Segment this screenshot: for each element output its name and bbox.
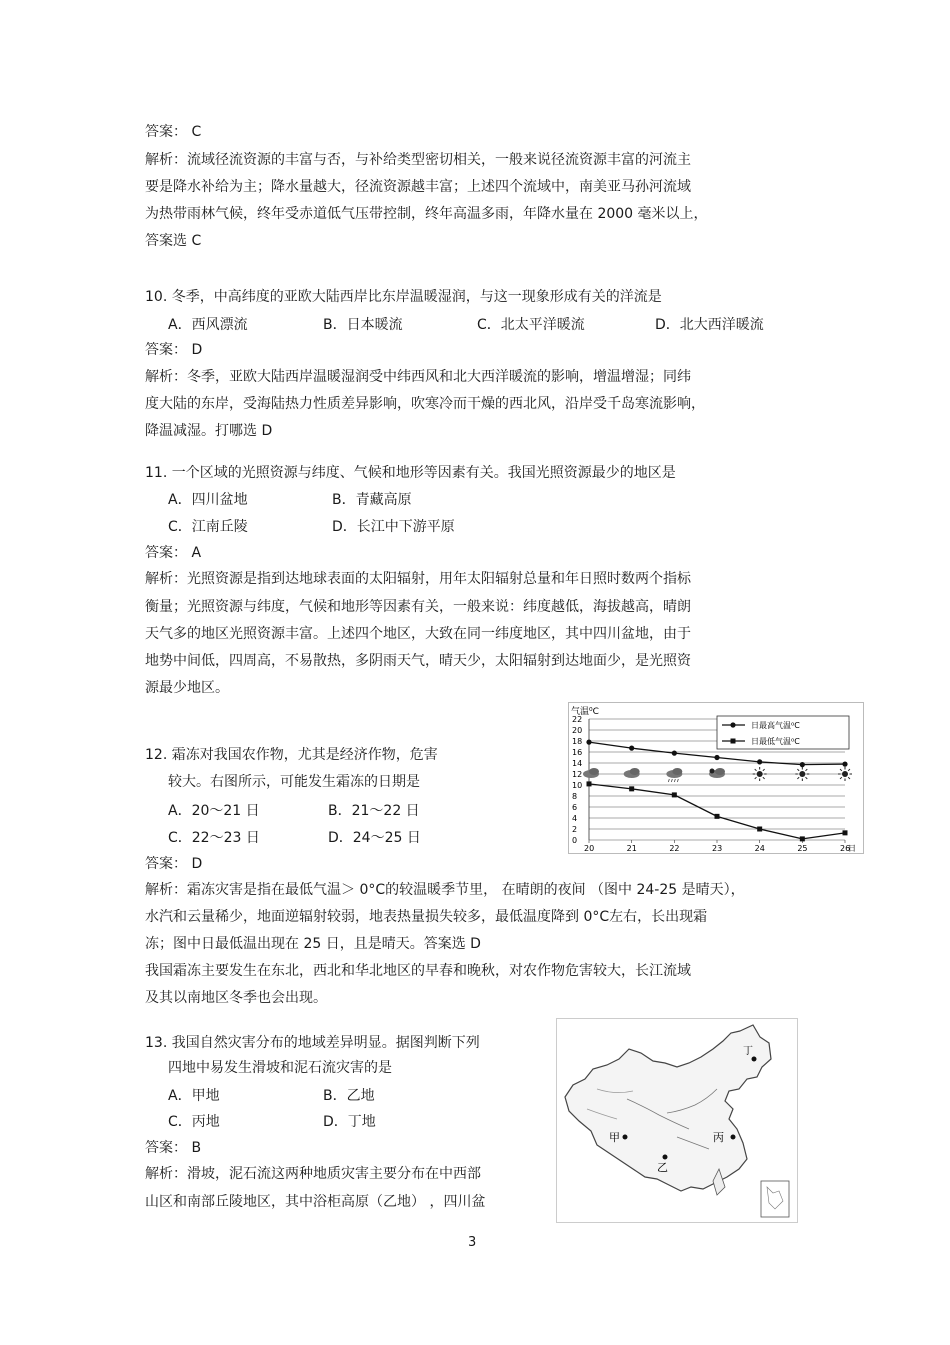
q9-analysis-line: 解析：流域径流资源的丰富与否，与补给类型密切相关，一般来说径流资源丰富的河流主 [145,152,691,168]
q9-analysis-line: 答案选 C [145,233,202,249]
q12-option-b: B．21～22 日 [328,803,420,819]
q13-analysis-line: 解析：滑坡，泥石流这两种地质灾害主要分布在中西部 [145,1166,481,1182]
cloudy-icon [624,768,640,778]
rain-icon [666,768,682,782]
x-tick-label: 24 [754,844,765,853]
q10-answer: 答案： D [145,342,203,358]
q10-stem: 10. 冬季，中高纬度的亚欧大陆西岸比东岸温暖湿润，与这一现象形成有关的洋流是 [145,289,662,305]
series-low-point [757,827,762,832]
map-label-yi: 乙 [657,1161,668,1174]
sunny-icon [838,767,852,781]
q10-option-c: C．北太平洋暖流 [477,317,585,333]
location-ding-dot [752,1057,757,1062]
q10-option-b: B．日本暖流 [323,317,403,333]
map-label-ding: 丁 [743,1046,753,1057]
x-tick-label: 23 [712,844,723,853]
x-tick-label: 20 [584,844,595,853]
y-tick-label: 12 [572,770,583,779]
series-high-point [586,740,591,745]
location-jia-dot [623,1135,628,1140]
q12-option-c: C．22～23 日 [168,830,260,846]
y-tick-label: 14 [572,759,583,768]
q11-option-b: B．青藏高原 [332,492,412,508]
temperature-chart [568,702,864,854]
q9-analysis-line: 要是降水补给为主；降水量越大，径流资源越丰富；上述四个流域中，南美亚马孙河流域 [145,179,691,195]
chart-y-ticks [572,715,582,845]
cloudy-icon [583,768,599,778]
china-map [556,1018,798,1223]
map-label-bing: 丙 [713,1131,724,1144]
q11-analysis-line: 地势中间低，四周高，不易散热，多阴雨天气，晴天少，太阳辐射到达地面少，是光照资 [145,653,691,669]
y-tick-label: 0 [572,836,578,845]
y-tick-label: 6 [572,803,578,812]
legend-low-marker [731,739,736,744]
q10-option-a: A．西风漂流 [168,317,248,333]
y-tick-label: 16 [572,748,583,757]
y-tick-label: 4 [572,814,578,823]
q12-stem: 较大。右图所示，可能发生霜冻的日期是 [168,774,420,790]
chart-ylabel: 气温⁰C [571,707,599,717]
legend-high-marker [730,722,735,727]
y-tick-label: 8 [572,792,578,801]
sunny-icon [753,767,767,781]
q13-stem: 13. 我国自然灾害分布的地域差异明显。据图判断下列 [145,1035,480,1051]
q11-analysis-line: 源最少地区。 [145,680,229,696]
q12-answer: 答案： D [145,856,203,872]
china-map-svg [557,1019,797,1222]
series-low-point [672,792,677,797]
series-high-point [672,751,677,756]
q9-analysis-line: 为热带雨林气候，终年受赤道低气压带控制，终年高温多雨，年降水量在 2000 毫米以上， [145,206,708,222]
series-high-point [757,759,762,764]
series-high-point [629,746,634,751]
chart-weather-icons [583,767,852,782]
q12-option-a: A．20～21 日 [168,803,260,819]
legend-low-label: 日最低气温⁰C [751,737,800,746]
cloudy-sun-icon [709,768,725,778]
location-bing-dot [731,1135,736,1140]
q12-analysis-line: 及其以南地区冬季也会出现。 [145,990,327,1006]
map-label-jia: 甲 [609,1131,620,1144]
sunny-icon [795,767,809,781]
x-tick-label: 22 [669,844,680,853]
q11-option-c: C．江南丘陵 [168,519,248,535]
series-high-point [800,762,805,767]
q12-analysis-line: 解析：霜冻灾害是指在最低气温＞ 0°C的较温暖季节里， 在晴朗的夜间 （图中 24-25 是晴天）， [145,882,745,898]
q12-analysis-line: 冻；图中日最低温出现在 25 日，且是晴天。答案选 D [145,936,481,952]
y-tick-label: 22 [572,715,583,724]
q11-option-d: D．长江中下游平原 [332,519,455,535]
q10-analysis-line: 解析：冬季，亚欧大陆西岸温暖湿润受中纬西风和北大西洋暖流的影响，增温增湿；同纬 [145,369,691,385]
chart-x-ticks [584,840,850,853]
q9-answer: 答案： C [145,124,202,140]
series-high-point [714,755,719,760]
q13-stem: 四地中易发生滑坡和泥石流灾害的是 [168,1060,392,1076]
south-china-sea-inset [761,1181,789,1217]
q12-option-d: D．24～25 日 [328,830,421,846]
q13-option-d: D．丁地 [323,1114,376,1130]
chart-series [586,740,847,842]
q12-analysis-line: 我国霜冻主要发生在东北，西北和华北地区的早春和晚秋，对农作物危害较大，长江流域 [145,963,691,979]
y-tick-label: 20 [572,726,583,735]
temperature-chart-svg [569,703,863,853]
q13-option-b: B．乙地 [323,1088,375,1104]
q10-analysis-line: 降温减湿。打哪选 D [145,423,273,439]
series-low-point [800,836,805,841]
q12-stem: 12. 霜冻对我国农作物，尤其是经济作物，危害 [145,747,438,763]
series-low-point [587,781,592,786]
q13-option-c: C．丙地 [168,1114,220,1130]
q13-analysis-line: 山区和南部丘陵地区，其中浴柜高原（乙地） ，四川盆 [145,1194,486,1210]
x-tick-label: 21 [626,844,637,853]
series-high-point [842,762,847,767]
series-low-point [715,814,720,819]
chart-xunit: 日 [848,844,856,853]
q11-answer: 答案： A [145,545,202,561]
china-outline [565,1025,771,1191]
x-tick-label: 26 [840,844,851,853]
series-low-point [629,786,634,791]
chart-legend [717,716,849,749]
q12-analysis-line: 水汽和云量稀少，地面逆辐射较弱，地表热量损失较多，最低温度降到 0°C左右，长出现霜 [145,909,708,925]
location-yi-dot [663,1155,668,1160]
q11-analysis-line: 解析：光照资源是指到达地球表面的太阳辐射，用年太阳辐射总量和年日照时数两个指标 [145,571,691,587]
y-tick-label: 10 [572,781,583,790]
y-tick-label: 2 [572,825,578,834]
q10-option-d: D．北大西洋暖流 [655,317,764,333]
series-low-point [843,830,848,835]
q13-option-a: A．甲地 [168,1088,220,1104]
q10-analysis-line: 度大陆的东岸，受海陆热力性质差异影响，吹寒冷而干燥的西北风，沿岸受千岛寒流影响， [145,396,705,412]
q11-analysis-line: 衡量；光照资源与纬度，气候和地形等因素有关，一般来说：纬度越低，海拔越高，晴朗 [145,599,691,615]
q11-option-a: A．四川盆地 [168,492,248,508]
legend-high-label: 日最高气温⁰C [751,721,800,730]
x-tick-label: 25 [797,844,808,853]
q11-stem: 11. 一个区域的光照资源与纬度、气候和地形等因素有关。我国光照资源最少的地区是 [145,465,676,481]
y-tick-label: 18 [572,737,583,746]
series-low-line [589,784,845,839]
page-number: 3 [468,1235,477,1250]
q13-answer: 答案： B [145,1140,202,1156]
q11-analysis-line: 天气多的地区光照资源丰富。上述四个地区，大致在同一纬度地区，其中四川盆地，由于 [145,626,691,642]
